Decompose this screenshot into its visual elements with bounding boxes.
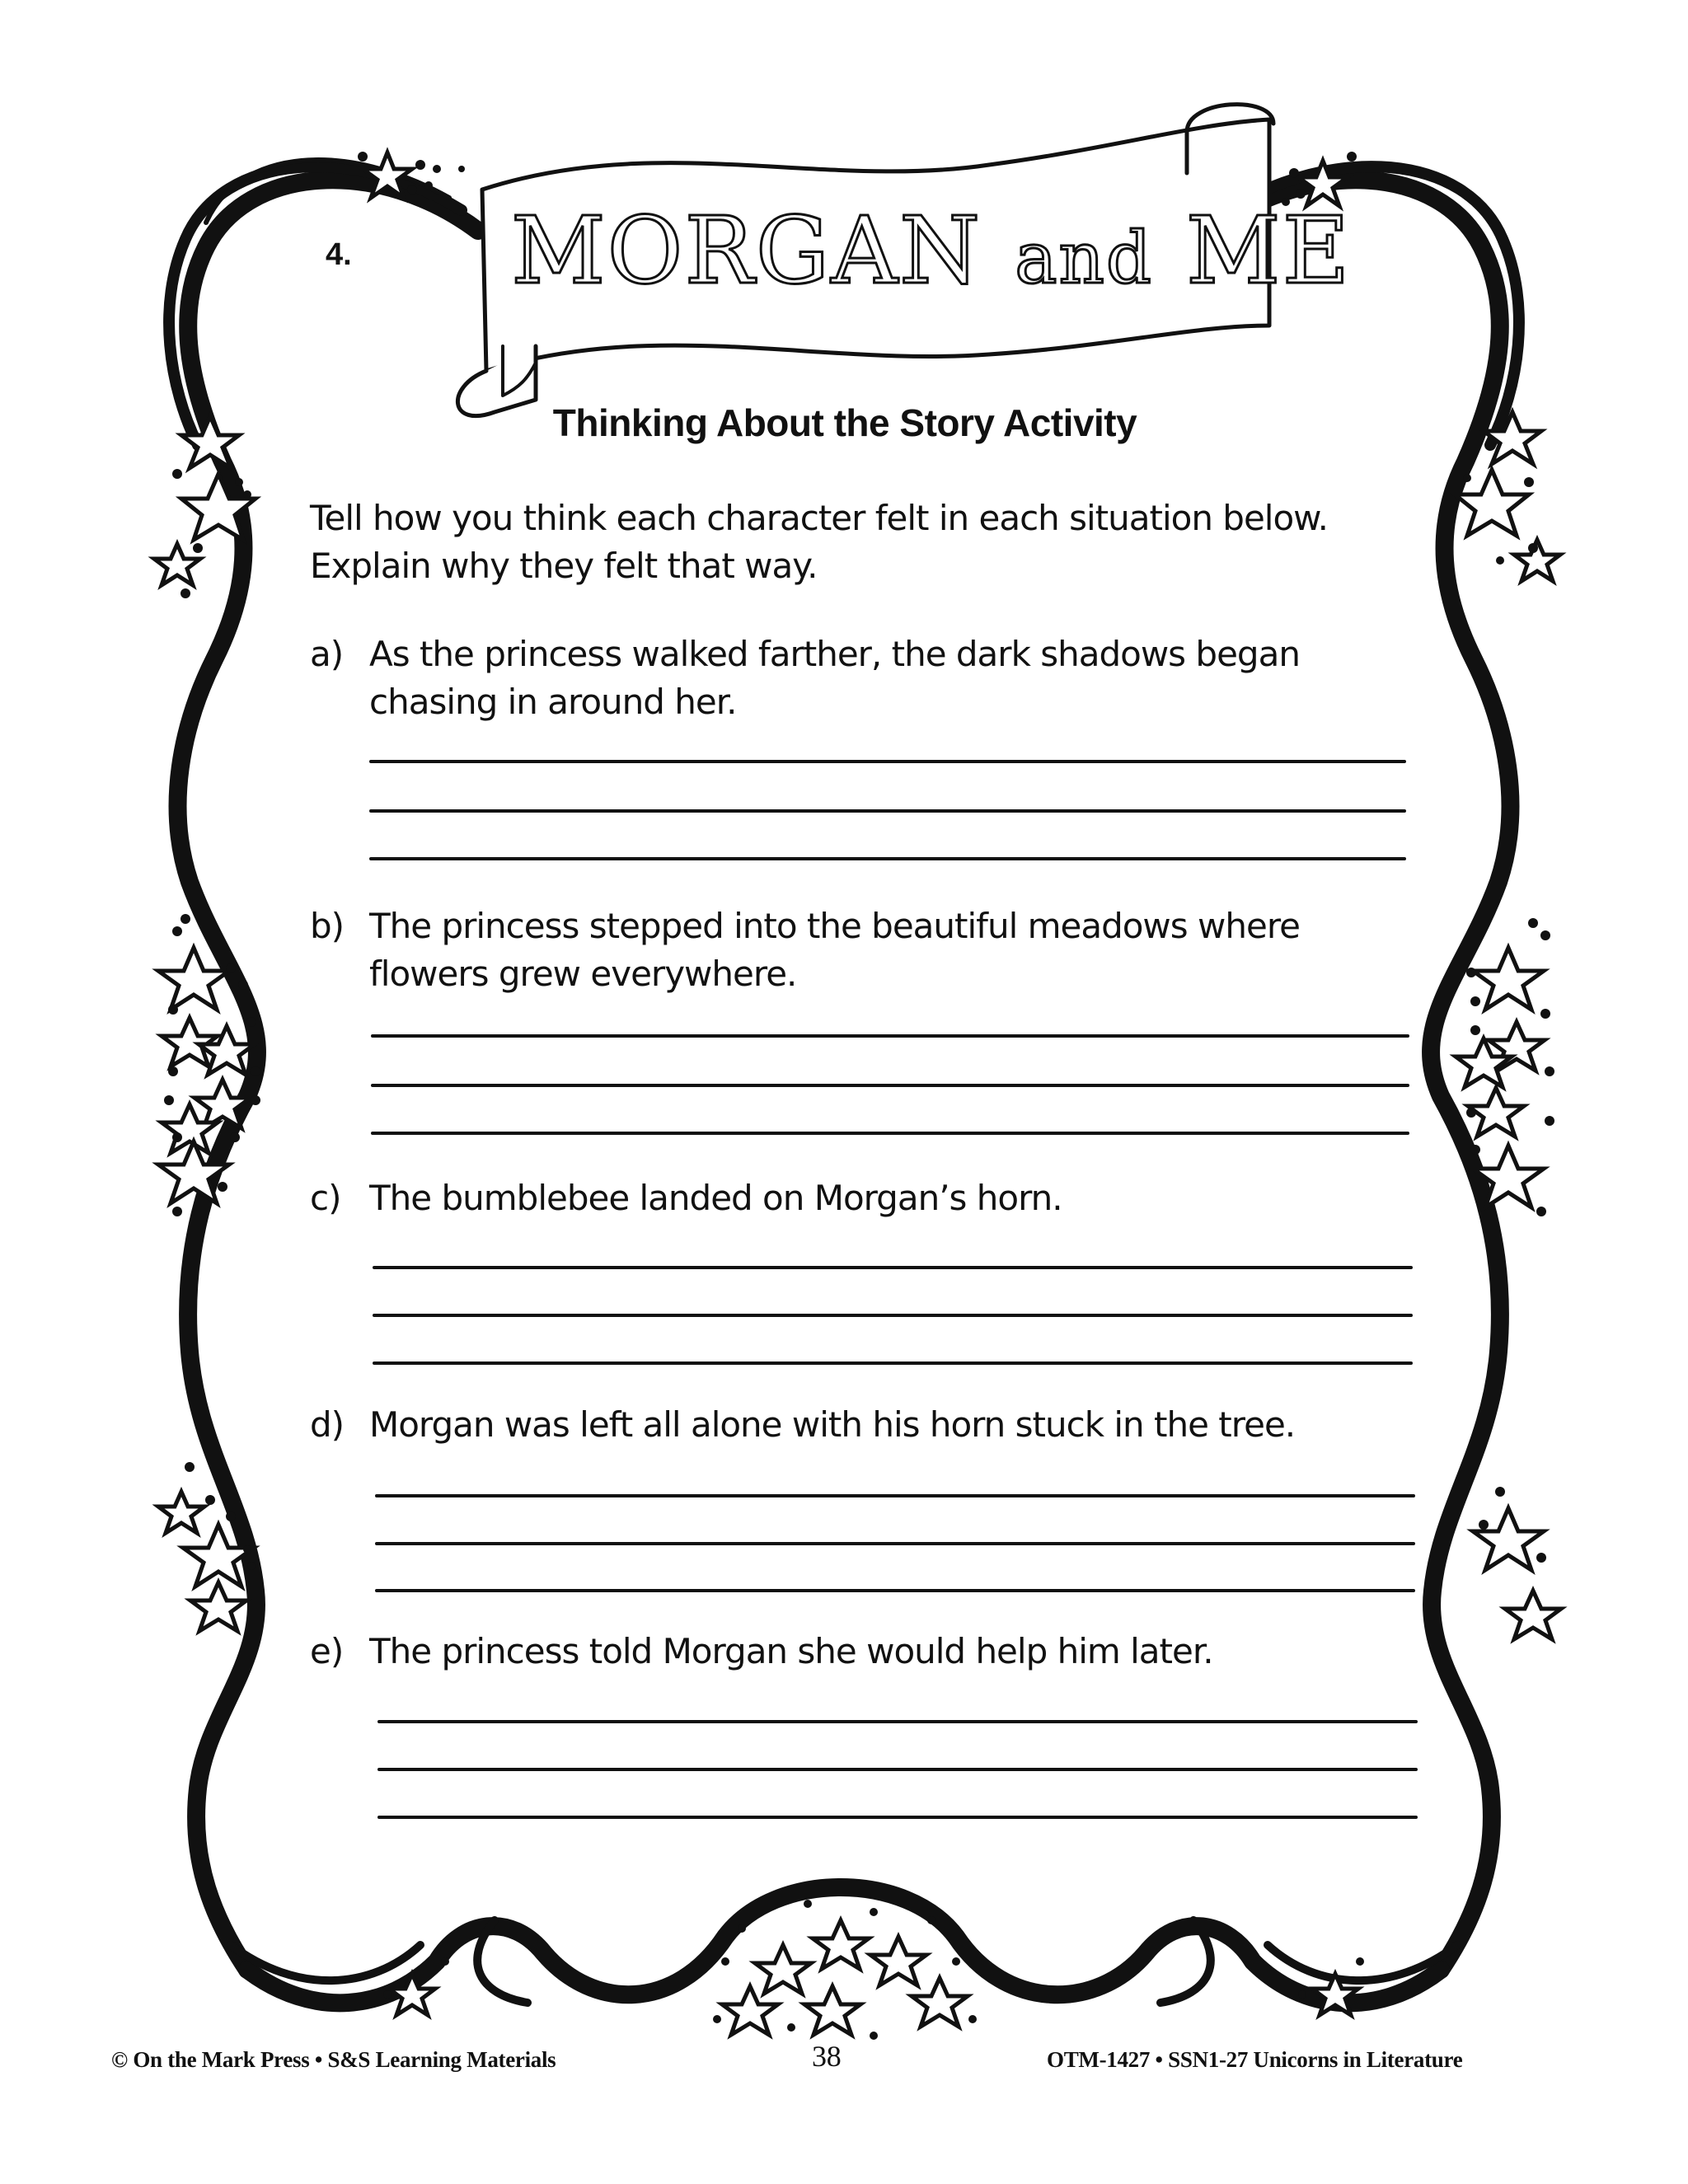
title-word-and: and [1015, 218, 1153, 300]
instructions [310, 494, 1423, 590]
question-text: The princess stepped into the beautiful meadows where [369, 906, 1301, 946]
question-e [310, 1628, 1431, 1675]
answer-line[interactable] [369, 760, 1406, 763]
question-a [310, 630, 1431, 726]
answer-line[interactable] [373, 1314, 1413, 1317]
question-label: b) [310, 906, 345, 946]
answer-line[interactable] [371, 1034, 1409, 1038]
answer-line[interactable] [369, 809, 1406, 813]
answer-line[interactable] [373, 1266, 1413, 1269]
answer-line[interactable] [369, 857, 1406, 860]
answer-line[interactable] [373, 1361, 1413, 1365]
answer-line[interactable] [375, 1494, 1415, 1497]
answer-line[interactable] [375, 1542, 1415, 1545]
question-label: a) [310, 634, 344, 674]
answer-line[interactable] [371, 1084, 1409, 1087]
title-word-morgan: MORGAN [511, 198, 982, 305]
question-text: As the princess walked farther, the dark shadows began [369, 634, 1300, 674]
question-text: The princess told Morgan she would help him later. [369, 1631, 1213, 1671]
activity-subtitle: Thinking About the Story Activity [552, 401, 1137, 444]
answer-line[interactable] [375, 1589, 1415, 1592]
footer-publisher: © On the Mark Press • S&S Learning Materials [111, 2047, 556, 2072]
footer-product-code: OTM-1427 • SSN1-27 Unicorns in Literature [1047, 2047, 1463, 2072]
question-label: c) [310, 1178, 341, 1218]
question-text: flowers grew everywhere. [369, 954, 797, 994]
question-text: The bumblebee landed on Morgan’s horn. [369, 1178, 1062, 1218]
question-c [310, 1174, 1431, 1222]
answer-line[interactable] [377, 1768, 1418, 1771]
question-d [310, 1401, 1431, 1449]
question-label: d) [310, 1404, 345, 1445]
question-label: e) [310, 1631, 344, 1671]
title-word-me: ME [1185, 198, 1352, 305]
question-text: Morgan was left all alone with his horn stuck in the tree. [369, 1404, 1296, 1445]
answer-line[interactable] [377, 1720, 1418, 1723]
question-text: chasing in around her. [369, 682, 737, 722]
page-title [511, 198, 1352, 305]
question-b [310, 902, 1431, 998]
activity-number: 4. [326, 237, 352, 272]
answer-line[interactable] [371, 1132, 1409, 1135]
page-number: 38 [812, 2040, 842, 2073]
answer-line[interactable] [377, 1816, 1418, 1819]
instruction-line: Explain why they felt that way. [310, 546, 818, 586]
instruction-line: Tell how you think each character felt in each situation below. [310, 498, 1329, 538]
